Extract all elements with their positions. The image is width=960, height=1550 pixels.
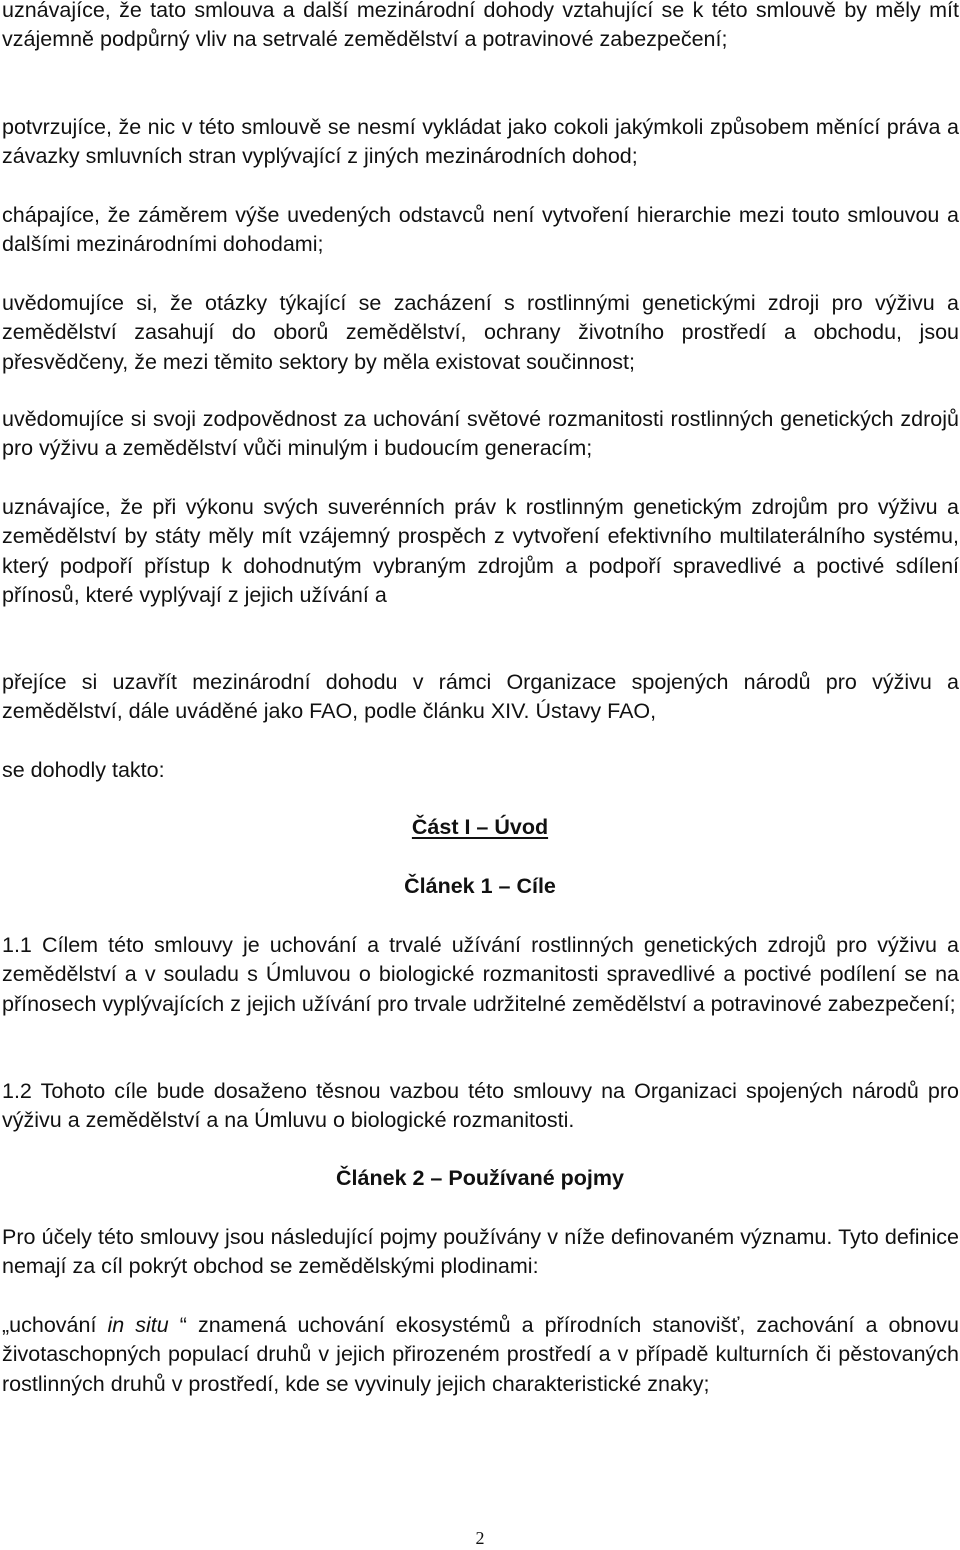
definition-in-situ	[2, 1311, 959, 1399]
preamble-paragraph-1: uznávajíce, že tato smlouva a další mezinárodní dohody vztahující se k této smlouvě by měly mít vzájemně podpůrný vliv na setrvalé zemědělství a potravinové zabezpečení;	[2, 0, 959, 52]
definition-open-quote: „uchování	[2, 1313, 108, 1337]
article-2-heading: Článek 2 – Používané pojmy	[336, 1166, 624, 1190]
article-1-paragraph-1: 1.1 Cílem této smlouvy je uchování a trvalé užívání rostlinných genetických zdrojů pro výživu a zemědělství a v souladu s Úmluvou o biologické rozmanitosti spravedlivé a poctivé podílení se na přínosech vyplývajících z jejich užívání pro trvale udržitelné zemědělství a potravinové zabezpečení;	[2, 933, 959, 1016]
definition-term: in situ	[107, 1313, 169, 1337]
definition-close-quote: “	[168, 1313, 187, 1337]
page-number: 2	[475, 1528, 485, 1548]
preamble-paragraph-7: přejíce si uzavřít mezinárodní dohodu v rámci Organizace spojených národů pro výživu a zemědělství, dále uváděné jako FAO, podle článku XIV. Ústavy FAO,	[2, 670, 959, 724]
preamble-paragraph-4: uvědomujíce si, že otázky týkající se zacházení s rostlinnými genetickými zdroji pro výživu a zemědělství zasahují do oborů zemědělství, ochrany životního prostředí a obchodu, jsou přesvědčeny, že mezi těmito sektory by měla existovat součinnost;	[2, 291, 959, 374]
preamble-paragraph-8: se dohodly takto:	[2, 758, 165, 782]
article-2-intro: Pro účely této smlouvy jsou následující pojmy používány v níže definovaném významu. Tyto definice nemají za cíl pokrýt obchod se zemědělskými plodinami:	[2, 1225, 959, 1279]
definition-text: znamená uchování ekosystémů a přírodních stanovišť, zachování a obnovu životaschopných populací druhů v jejich přirozeném prostředí a v případě kulturních či pěstovaných rostlinných druhů v prostředí, kde se vyvinuly jejich charakteristické znaky;	[2, 1313, 959, 1396]
preamble-paragraph-5: uvědomujíce si svoji zodpovědnost za uchování světové rozmanitosti rostlinných genetických zdrojů pro výživu a zemědělství vůči minulým i budoucím generacím;	[2, 407, 959, 461]
article-1-heading: Článek 1 – Cíle	[404, 874, 556, 898]
preamble-paragraph-3: chápajíce, že záměrem výše uvedených odstavců není vytvoření hierarchie mezi touto smlouvou a dalšími mezinárodními dohodami;	[2, 203, 959, 257]
preamble-paragraph-6: uznávajíce, že při výkonu svých suverénních práv k rostlinným genetickým zdrojům pro výživu a zemědělství by státy měly mít vzájemný prospěch z vytvoření efektivního multilaterálního systému, který podpoří přístup k dohodnutým vybraným zdrojům a podpoří spravedlivé a poctivé sdílení přínosů, které vyplývají z jejich užívání a	[2, 495, 959, 607]
preamble-paragraph-2: potvrzujíce, že nic v této smlouvě se nesmí vykládat jako cokoli jakýmkoli způsobem měnící práva a závazky smluvních stran vyplývající z jiných mezinárodních dohod;	[2, 115, 959, 169]
article-1-paragraph-2: 1.2 Tohoto cíle bude dosaženo těsnou vazbou této smlouvy na Organizaci spojených národů pro výživu a zemědělství a na Úmluvu o biologické rozmanitosti.	[2, 1079, 959, 1133]
part-heading: Část I – Úvod	[411, 815, 549, 839]
